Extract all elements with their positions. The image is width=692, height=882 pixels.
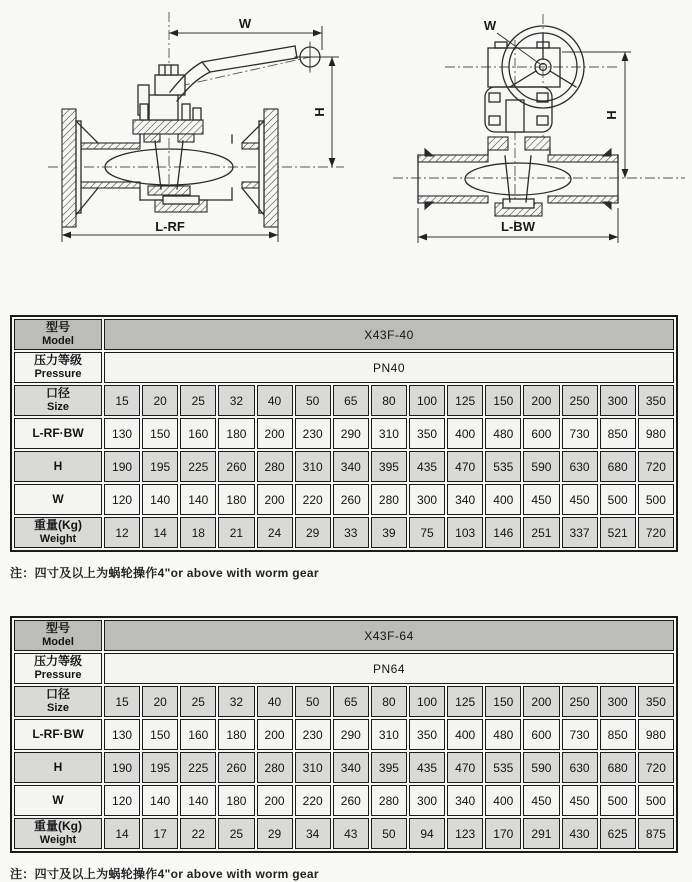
table-cell: 260 [218, 451, 254, 482]
table-cell: 720 [638, 517, 674, 548]
table-cell: 337 [562, 517, 598, 548]
valve-body [76, 121, 264, 215]
table-cell: 310 [295, 451, 331, 482]
row-label: L-RF·BW [14, 418, 102, 449]
row-label: 型号 Model [14, 620, 102, 651]
table-cell: 350 [409, 418, 445, 449]
table-cell: 20 [142, 686, 178, 717]
table-cell: 80 [371, 686, 407, 717]
table-cell: 15 [104, 686, 140, 717]
table-cell: 120 [104, 484, 140, 515]
table-cell: 75 [409, 517, 445, 548]
table-cell: 120 [104, 785, 140, 816]
table-cell: 430 [562, 818, 598, 849]
table-cell: 590 [523, 451, 559, 482]
table-cell: 350 [409, 719, 445, 750]
stem-and-lever [138, 42, 325, 120]
table-row [14, 517, 674, 548]
table-cell: 12 [104, 517, 140, 548]
row-span-value: PN40 [104, 352, 674, 383]
row-label: H [14, 752, 102, 783]
row-label: 重量(Kg) Weight [14, 818, 102, 849]
table-cell: 50 [295, 385, 331, 416]
table-cell: 500 [600, 785, 636, 816]
table-cell: 260 [333, 484, 369, 515]
table-cell: 200 [257, 484, 293, 515]
table-cell: 630 [562, 451, 598, 482]
table-cell: 50 [295, 686, 331, 717]
table-cell: 850 [600, 418, 636, 449]
table-cell: 24 [257, 517, 293, 548]
table-cell: 300 [409, 484, 445, 515]
table-cell: 600 [523, 719, 559, 750]
table-cell: 200 [257, 418, 293, 449]
table-cell: 310 [371, 719, 407, 750]
dim-label-w: W [238, 16, 252, 31]
table-cell: 730 [562, 719, 598, 750]
table-row [14, 418, 674, 449]
table-cell: 720 [638, 752, 674, 783]
table-cell: 20 [142, 385, 178, 416]
table-cell: 150 [485, 686, 521, 717]
table-cell: 625 [600, 818, 636, 849]
left-valve-drawing [30, 0, 355, 313]
table-cell: 29 [257, 818, 293, 849]
row-span-value: PN64 [104, 653, 674, 684]
table-cell: 100 [409, 686, 445, 717]
gear-operator [485, 26, 584, 132]
table-cell: 680 [600, 451, 636, 482]
row-span-value: X43F-40 [104, 319, 674, 350]
row-label: 口径 Size [14, 686, 102, 717]
table-cell: 40 [257, 686, 293, 717]
table-cell: 220 [295, 484, 331, 515]
table-cell: 15 [104, 385, 140, 416]
table-cell: 435 [409, 752, 445, 783]
table-cell: 195 [142, 451, 178, 482]
table-note-2: 注：四寸及以上为蜗轮操作4"or above with worm gear [10, 867, 319, 881]
table-row [14, 752, 674, 783]
table-cell: 980 [638, 719, 674, 750]
table-row [14, 818, 674, 849]
table-cell: 280 [257, 451, 293, 482]
table-cell: 310 [371, 418, 407, 449]
table-cell: 32 [218, 686, 254, 717]
table-cell: 480 [485, 719, 521, 750]
table-cell: 500 [638, 484, 674, 515]
table-cell: 17 [142, 818, 178, 849]
table-row [14, 719, 674, 750]
table-cell: 94 [409, 818, 445, 849]
table-row [14, 319, 674, 350]
table-cell: 590 [523, 752, 559, 783]
table-row [14, 653, 674, 684]
table-cell: 480 [485, 418, 521, 449]
table-cell: 435 [409, 451, 445, 482]
table-cell: 103 [447, 517, 483, 548]
table-cell: 220 [295, 785, 331, 816]
table-cell: 180 [218, 418, 254, 449]
table-cell: 280 [257, 752, 293, 783]
table-cell: 290 [333, 719, 369, 750]
table-cell: 600 [523, 418, 559, 449]
right-valve-drawing [385, 0, 692, 313]
table-cell: 125 [447, 686, 483, 717]
table-cell: 150 [142, 418, 178, 449]
table-cell: 140 [142, 785, 178, 816]
table-cell: 680 [600, 752, 636, 783]
table-cell: 130 [104, 719, 140, 750]
table-cell: 340 [333, 752, 369, 783]
table-cell: 450 [523, 484, 559, 515]
table-cell: 980 [638, 418, 674, 449]
table-cell: 230 [295, 719, 331, 750]
table-cell: 100 [409, 385, 445, 416]
hatched-sections [62, 109, 278, 227]
table-cell: 260 [333, 785, 369, 816]
table-cell: 521 [600, 517, 636, 548]
table-cell: 340 [447, 484, 483, 515]
table-cell: 150 [485, 385, 521, 416]
row-label: 重量(Kg) Weight [14, 517, 102, 548]
spacer [0, 581, 692, 614]
table-cell: 500 [600, 484, 636, 515]
table-cell: 33 [333, 517, 369, 548]
table-cell: 300 [600, 686, 636, 717]
table-cell: 310 [295, 752, 331, 783]
table-cell: 200 [257, 719, 293, 750]
table-cell: 450 [562, 484, 598, 515]
table-cell: 251 [523, 517, 559, 548]
table-cell: 29 [295, 517, 331, 548]
table-note-1: 注：四寸及以上为蜗轮操作4"or above with worm gear [10, 566, 319, 580]
table-cell: 450 [523, 785, 559, 816]
table-cell: 140 [180, 785, 216, 816]
dim-label-lbw: L-BW [501, 219, 535, 234]
table-cell: 18 [180, 517, 216, 548]
table-cell: 43 [333, 818, 369, 849]
table-cell: 160 [180, 719, 216, 750]
row-label: 型号 Model [14, 319, 102, 350]
table-cell: 340 [447, 785, 483, 816]
table-cell: 180 [218, 719, 254, 750]
table-cell: 146 [485, 517, 521, 548]
table-cell: 39 [371, 517, 407, 548]
technical-drawings [0, 0, 692, 313]
table-cell: 25 [218, 818, 254, 849]
table-cell: 395 [371, 451, 407, 482]
table-cell: 300 [600, 385, 636, 416]
table-cell: 40 [257, 385, 293, 416]
table-cell: 200 [523, 385, 559, 416]
spec-table-x43f-64 [10, 616, 678, 853]
table-cell: 875 [638, 818, 674, 849]
table-cell: 350 [638, 385, 674, 416]
row-label: 口径 Size [14, 385, 102, 416]
table-cell: 200 [523, 686, 559, 717]
dim-label-h: H [312, 107, 327, 117]
row-label: W [14, 785, 102, 816]
table-cell: 400 [485, 785, 521, 816]
table-cell: 195 [142, 752, 178, 783]
table-cell: 280 [371, 484, 407, 515]
table-cell: 200 [257, 785, 293, 816]
table-cell: 140 [142, 484, 178, 515]
table-cell: 190 [104, 752, 140, 783]
row-label: 压力等级 Pressure [14, 653, 102, 684]
table-cell: 22 [180, 818, 216, 849]
table-cell: 230 [295, 418, 331, 449]
table-cell: 535 [485, 752, 521, 783]
table-cell: 850 [600, 719, 636, 750]
table-row [14, 451, 674, 482]
table-cell: 225 [180, 451, 216, 482]
table-cell: 14 [104, 818, 140, 849]
row-label: 压力等级 Pressure [14, 352, 102, 383]
table-cell: 400 [447, 418, 483, 449]
table-row [14, 785, 674, 816]
table-cell: 65 [333, 686, 369, 717]
table-cell: 32 [218, 385, 254, 416]
table-cell: 280 [371, 785, 407, 816]
spec-table-x43f-40 [10, 315, 678, 552]
table-cell: 14 [142, 517, 178, 548]
dim-label-w: W [483, 18, 497, 33]
table-cell: 395 [371, 752, 407, 783]
table-cell: 400 [447, 719, 483, 750]
table-cell: 291 [523, 818, 559, 849]
table-cell: 160 [180, 418, 216, 449]
table-cell: 65 [333, 385, 369, 416]
row-label: L-RF·BW [14, 719, 102, 750]
dim-label-lrf: L-RF [155, 219, 185, 234]
table-row [14, 484, 674, 515]
row-label: H [14, 451, 102, 482]
table-cell: 125 [447, 385, 483, 416]
table-cell: 450 [562, 785, 598, 816]
table-cell: 340 [333, 451, 369, 482]
table-cell: 350 [638, 686, 674, 717]
table-cell: 50 [371, 818, 407, 849]
table-cell: 250 [562, 385, 598, 416]
table-cell: 170 [485, 818, 521, 849]
table-row [14, 385, 674, 416]
table-cell: 630 [562, 752, 598, 783]
table-row [14, 686, 674, 717]
table-row [14, 352, 674, 383]
table-cell: 180 [218, 484, 254, 515]
row-label: W [14, 484, 102, 515]
table-cell: 470 [447, 451, 483, 482]
table-cell: 34 [295, 818, 331, 849]
table-cell: 25 [180, 385, 216, 416]
table-cell: 290 [333, 418, 369, 449]
table-cell: 300 [409, 785, 445, 816]
table-cell: 25 [180, 686, 216, 717]
table-row [14, 620, 674, 651]
table-cell: 80 [371, 385, 407, 416]
table-cell: 470 [447, 752, 483, 783]
table-cell: 225 [180, 752, 216, 783]
table-cell: 500 [638, 785, 674, 816]
table-cell: 180 [218, 785, 254, 816]
table-cell: 260 [218, 752, 254, 783]
dim-label-h: H [604, 110, 619, 120]
table-cell: 190 [104, 451, 140, 482]
table-cell: 730 [562, 418, 598, 449]
table-cell: 130 [104, 418, 140, 449]
table-cell: 720 [638, 451, 674, 482]
table-cell: 140 [180, 484, 216, 515]
table-cell: 400 [485, 484, 521, 515]
table-cell: 21 [218, 517, 254, 548]
table-cell: 123 [447, 818, 483, 849]
table-cell: 535 [485, 451, 521, 482]
row-span-value: X43F-64 [104, 620, 674, 651]
table-cell: 150 [142, 719, 178, 750]
table-cell: 250 [562, 686, 598, 717]
